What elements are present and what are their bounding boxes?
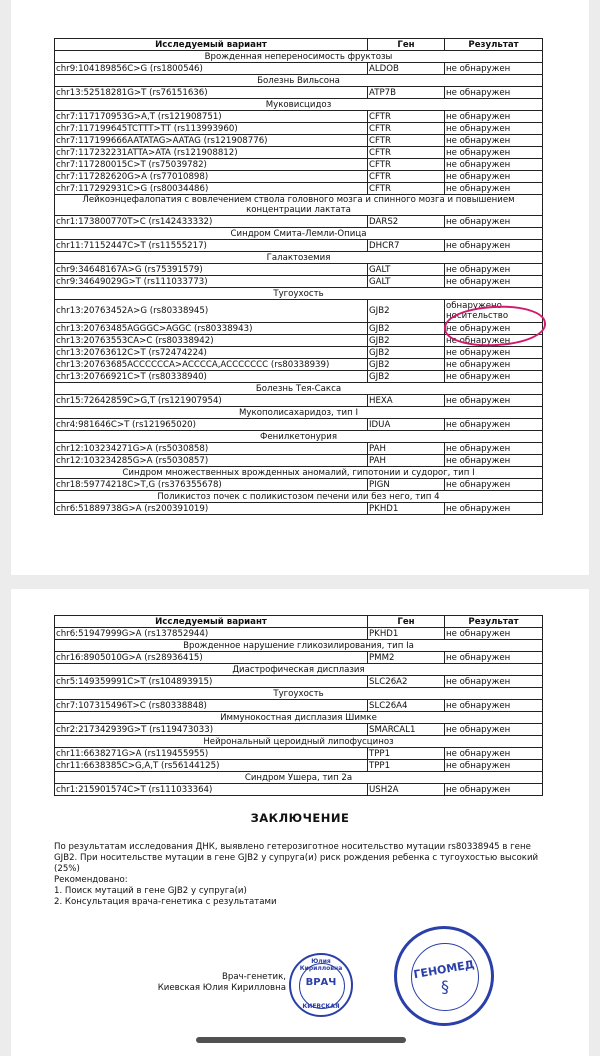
result-cell: не обнаружен	[445, 123, 543, 135]
result-cell: не обнаружен	[445, 216, 543, 228]
result-cell: не обнаружен	[445, 111, 543, 123]
section-row	[55, 252, 543, 264]
section-row	[55, 195, 543, 216]
header-variant: Исследуемый вариант	[55, 39, 368, 51]
table-row	[55, 240, 543, 252]
result-cell: не обнаружен	[445, 395, 543, 407]
result-cell: не обнаружен	[445, 147, 543, 159]
gene-cell: PAH	[368, 455, 445, 467]
result-cell: не обнаружен	[445, 760, 543, 772]
table-row	[55, 748, 543, 760]
variant-cell: chr9:34649029G>T (rs111033773)	[55, 276, 368, 288]
gene-cell: GJB2	[368, 323, 445, 335]
header-result: Результат	[445, 616, 543, 628]
result-cell: не обнаружен	[445, 419, 543, 431]
gene-cell: CFTR	[368, 123, 445, 135]
variant-cell: chr7:117199645TCTTT>TT (rs113993960)	[55, 123, 368, 135]
table-row	[55, 276, 543, 288]
gene-cell: GALT	[368, 276, 445, 288]
result-cell: не обнаружен	[445, 183, 543, 195]
report-page-2	[11, 589, 589, 1056]
gene-cell: GJB2	[368, 359, 445, 371]
variant-cell: chr7:117170953G>A,T (rs121908751)	[55, 111, 368, 123]
variant-cell: chr2:217342939G>T (rs119473033)	[55, 724, 368, 736]
result-cell: не обнаружен	[445, 359, 543, 371]
table-row	[55, 443, 543, 455]
section-row	[55, 407, 543, 419]
section-row	[55, 772, 543, 784]
doctor-stamp-text: ВРАЧ	[305, 977, 337, 988]
result-cell: не обнаружен	[445, 455, 543, 467]
variant-cell: chr1:215901574C>T (rs111033364)	[55, 784, 368, 796]
header-gene: Ген	[368, 39, 445, 51]
gene-cell: CFTR	[368, 159, 445, 171]
gene-cell: ATP7B	[368, 87, 445, 99]
lab-stamp-text: ГЕНОМЕД	[412, 957, 476, 982]
variant-cell: chr12:103234285G>A (rs5030857)	[55, 455, 368, 467]
variant-cell: chr13:20763553CA>C (rs80338942)	[55, 335, 368, 347]
gene-cell: SLC26A2	[368, 676, 445, 688]
gene-cell: CFTR	[368, 147, 445, 159]
result-cell: не обнаружен	[445, 724, 543, 736]
conclusion-paragraph: По результатам исследования ДНК, выявлено гетерозиготное носительство мутации rs80338945 в гене GJB2. При носительстве мутации в гене GJB2 у супруга(и) риск рождения ребенка с тугоухостью высокий (25%)	[54, 842, 539, 874]
table-row	[55, 676, 543, 688]
gene-cell: TPP1	[368, 760, 445, 772]
table-row	[55, 159, 543, 171]
result-cell: не обнаружен	[445, 371, 543, 383]
table-row	[55, 347, 543, 359]
variants-table	[54, 38, 543, 515]
section-title: Муковисцидоз	[55, 99, 543, 111]
section-title: Синдром Смита-Лемли-Опица	[55, 228, 543, 240]
section-title: Фенилкетонурия	[55, 431, 543, 443]
variant-cell: chr18:59774218C>T,G (rs376355678)	[55, 479, 368, 491]
gene-cell: PKHD1	[368, 503, 445, 515]
gene-cell: GJB2	[368, 335, 445, 347]
table-row	[55, 359, 543, 371]
scrollbar[interactable]	[196, 1037, 406, 1043]
variant-cell: chr9:34648167A>G (rs75391579)	[55, 264, 368, 276]
result-cell: не обнаружен	[445, 347, 543, 359]
gene-cell: GALT	[368, 264, 445, 276]
variant-cell: chr7:107315496T>C (rs80338848)	[55, 700, 368, 712]
doctor-stamp	[289, 953, 353, 1017]
table-row	[55, 87, 543, 99]
section-row	[55, 431, 543, 443]
variant-cell: chr13:20763485AGGGC>AGGC (rs80338943)	[55, 323, 368, 335]
section-row	[55, 640, 543, 652]
section-title: Врожденное нарушение гликозилирования, тип Ia	[55, 640, 543, 652]
section-row	[55, 467, 543, 479]
section-row	[55, 688, 543, 700]
table-row	[55, 264, 543, 276]
lab-stamp	[394, 926, 494, 1026]
gene-cell: SLC26A4	[368, 700, 445, 712]
gene-cell: PKHD1	[368, 628, 445, 640]
section-title: Лейкоэнцефалопатия с вовлечением ствола головного мозга и спинного мозга и повышением концентрации лактата	[55, 195, 543, 216]
conclusion-title: ЗАКЛЮЧЕНИЕ	[250, 811, 350, 825]
table-row	[55, 147, 543, 159]
header-result: Результат	[445, 39, 543, 51]
section-row	[55, 228, 543, 240]
section-title: Тугоухость	[55, 688, 543, 700]
signature-name: Киевская Юлия Кирилловна	[157, 983, 286, 993]
result-cell: не обнаружен	[445, 479, 543, 491]
result-cell: не обнаружен	[445, 443, 543, 455]
section-title: Поликистоз почек с поликистозом печени или без него, тип 4	[55, 491, 543, 503]
gene-cell: DARS2	[368, 216, 445, 228]
table-row	[55, 63, 543, 75]
section-row	[55, 383, 543, 395]
variant-cell: chr7:117292931C>G (rs80034486)	[55, 183, 368, 195]
table-row	[55, 503, 543, 515]
table-row	[55, 171, 543, 183]
table-row	[55, 455, 543, 467]
result-cell: не обнаружен	[445, 652, 543, 664]
recommendation-2: 2. Консультация врача-генетика с результатами	[54, 897, 277, 907]
result-cell: не обнаружен	[445, 323, 543, 335]
result-cell: не обнаружен	[445, 335, 543, 347]
report-page-1	[11, 0, 589, 575]
gene-cell: USH2A	[368, 784, 445, 796]
table-header-row	[55, 39, 543, 51]
variant-cell: chr6:51947999G>A (rs137852944)	[55, 628, 368, 640]
gene-cell: IDUA	[368, 419, 445, 431]
variant-cell: chr16:8905010G>A (rs28936415)	[55, 652, 368, 664]
section-title: Болезнь Тея-Сакса	[55, 383, 543, 395]
result-cell: не обнаружен	[445, 700, 543, 712]
variant-cell: chr11:71152447C>T (rs11555217)	[55, 240, 368, 252]
result-cell: не обнаружен	[445, 159, 543, 171]
table-row	[55, 216, 543, 228]
table-header-row	[55, 616, 543, 628]
table-row	[55, 371, 543, 383]
table-row	[55, 652, 543, 664]
variant-cell: chr11:6638385C>G,A,T (rs56144125)	[55, 760, 368, 772]
variant-cell: chr15:72642859C>G,T (rs121907954)	[55, 395, 368, 407]
section-row	[55, 491, 543, 503]
gene-cell: GJB2	[368, 347, 445, 359]
variant-cell: chr7:117232231ATTA>ATA (rs121908812)	[55, 147, 368, 159]
result-cell: не обнаружен	[445, 748, 543, 760]
gene-cell: CFTR	[368, 183, 445, 195]
table-row	[55, 700, 543, 712]
gene-cell: TPP1	[368, 748, 445, 760]
section-row	[55, 288, 543, 300]
table-row	[55, 395, 543, 407]
table-row	[55, 784, 543, 796]
result-cell: не обнаружен	[445, 240, 543, 252]
gene-cell: HEXA	[368, 395, 445, 407]
result-cell: не обнаружен	[445, 628, 543, 640]
section-row	[55, 99, 543, 111]
gene-cell: CFTR	[368, 171, 445, 183]
variant-cell: chr7:117199666AATATAG>AATAG (rs121908776)	[55, 135, 368, 147]
signature-role: Врач-генетик,	[221, 972, 286, 982]
result-cell: не обнаружен	[445, 784, 543, 796]
variant-cell: chr5:149359991C>T (rs104893915)	[55, 676, 368, 688]
variant-cell: chr13:52518281G>T (rs76151636)	[55, 87, 368, 99]
section-title: Мукополисахаридоз, тип I	[55, 407, 543, 419]
gene-cell: PMM2	[368, 652, 445, 664]
gene-cell: DHCR7	[368, 240, 445, 252]
variant-cell: chr7:117280015C>T (rs75039782)	[55, 159, 368, 171]
gene-cell: SMARCAL1	[368, 724, 445, 736]
gene-cell: CFTR	[368, 135, 445, 147]
section-title: Врожденная непереносимость фруктозы	[55, 51, 543, 63]
table-row	[55, 628, 543, 640]
variant-cell: chr13:20766921C>T (rs80338940)	[55, 371, 368, 383]
section-title: Диастрофическая дисплазия	[55, 664, 543, 676]
result-cell: обнаружено носительство	[445, 300, 543, 323]
variant-cell: chr7:117282620G>A (rs77010898)	[55, 171, 368, 183]
section-title: Галактоземия	[55, 252, 543, 264]
signature-block	[136, 972, 286, 994]
gene-cell: GJB2	[368, 371, 445, 383]
section-row	[55, 51, 543, 63]
result-cell: не обнаружен	[445, 503, 543, 515]
variant-cell: chr1:173800770T>C (rs142433332)	[55, 216, 368, 228]
gene-cell: PAH	[368, 443, 445, 455]
table-row	[55, 135, 543, 147]
section-row	[55, 664, 543, 676]
section-row	[55, 736, 543, 748]
result-cell: не обнаружен	[445, 171, 543, 183]
section-title: Синдром множественных врожденных аномалий, гипотонии и судорог, тип I	[55, 467, 543, 479]
variant-cell: chr13:20763452A>G (rs80338945)	[55, 300, 368, 323]
table-row	[55, 183, 543, 195]
table-row	[55, 111, 543, 123]
section-row	[55, 712, 543, 724]
section-title: Нейрональный цероидный липофусциноз	[55, 736, 543, 748]
gene-cell: GJB2	[368, 300, 445, 323]
variant-cell: chr11:6638271G>A (rs119455955)	[55, 748, 368, 760]
result-cell: не обнаружен	[445, 264, 543, 276]
doctor-stamp-arc: Юлия Кирилловна	[299, 958, 343, 972]
recommend-label: Рекомендовано:	[54, 875, 128, 885]
gene-cell: PIGN	[368, 479, 445, 491]
variant-cell: chr6:51889738G>A (rs200391019)	[55, 503, 368, 515]
conclusion-text	[54, 842, 554, 908]
table-row	[55, 123, 543, 135]
result-cell: не обнаружен	[445, 276, 543, 288]
variant-cell: chr9:104189856C>G (rs1800546)	[55, 63, 368, 75]
recommendation-1: 1. Поиск мутаций в гене GJB2 у супруга(и)	[54, 886, 247, 896]
table-row	[55, 419, 543, 431]
result-cell: не обнаружен	[445, 676, 543, 688]
section-row	[55, 75, 543, 87]
variants-table	[54, 615, 543, 796]
gene-cell: ALDOB	[368, 63, 445, 75]
section-title: Иммунокостная дисплазия Шимке	[55, 712, 543, 724]
header-gene: Ген	[368, 616, 445, 628]
variant-cell: chr13:20763612C>T (rs72474224)	[55, 347, 368, 359]
table-row	[55, 724, 543, 736]
section-title: Тугоухость	[55, 288, 543, 300]
variant-cell: chr13:20763685ACCCCCCA>ACCCCA,ACCCCCCC (rs80338939)	[55, 359, 368, 371]
variant-cell: chr12:103234271G>A (rs5030858)	[55, 443, 368, 455]
dna-helix-icon: §	[441, 977, 449, 996]
header-variant: Исследуемый вариант	[55, 616, 368, 628]
section-title: Болезнь Вильсона	[55, 75, 543, 87]
doctor-stamp-arc-bottom: КИЕВСКАЯ	[302, 1003, 340, 1010]
result-cell: не обнаружен	[445, 135, 543, 147]
section-title: Синдром Ушера, тип 2a	[55, 772, 543, 784]
result-cell: не обнаружен	[445, 63, 543, 75]
result-cell: не обнаружен	[445, 87, 543, 99]
gene-cell: CFTR	[368, 111, 445, 123]
variant-cell: chr4:981646C>T (rs121965020)	[55, 419, 368, 431]
table-row	[55, 479, 543, 491]
table-row	[55, 760, 543, 772]
